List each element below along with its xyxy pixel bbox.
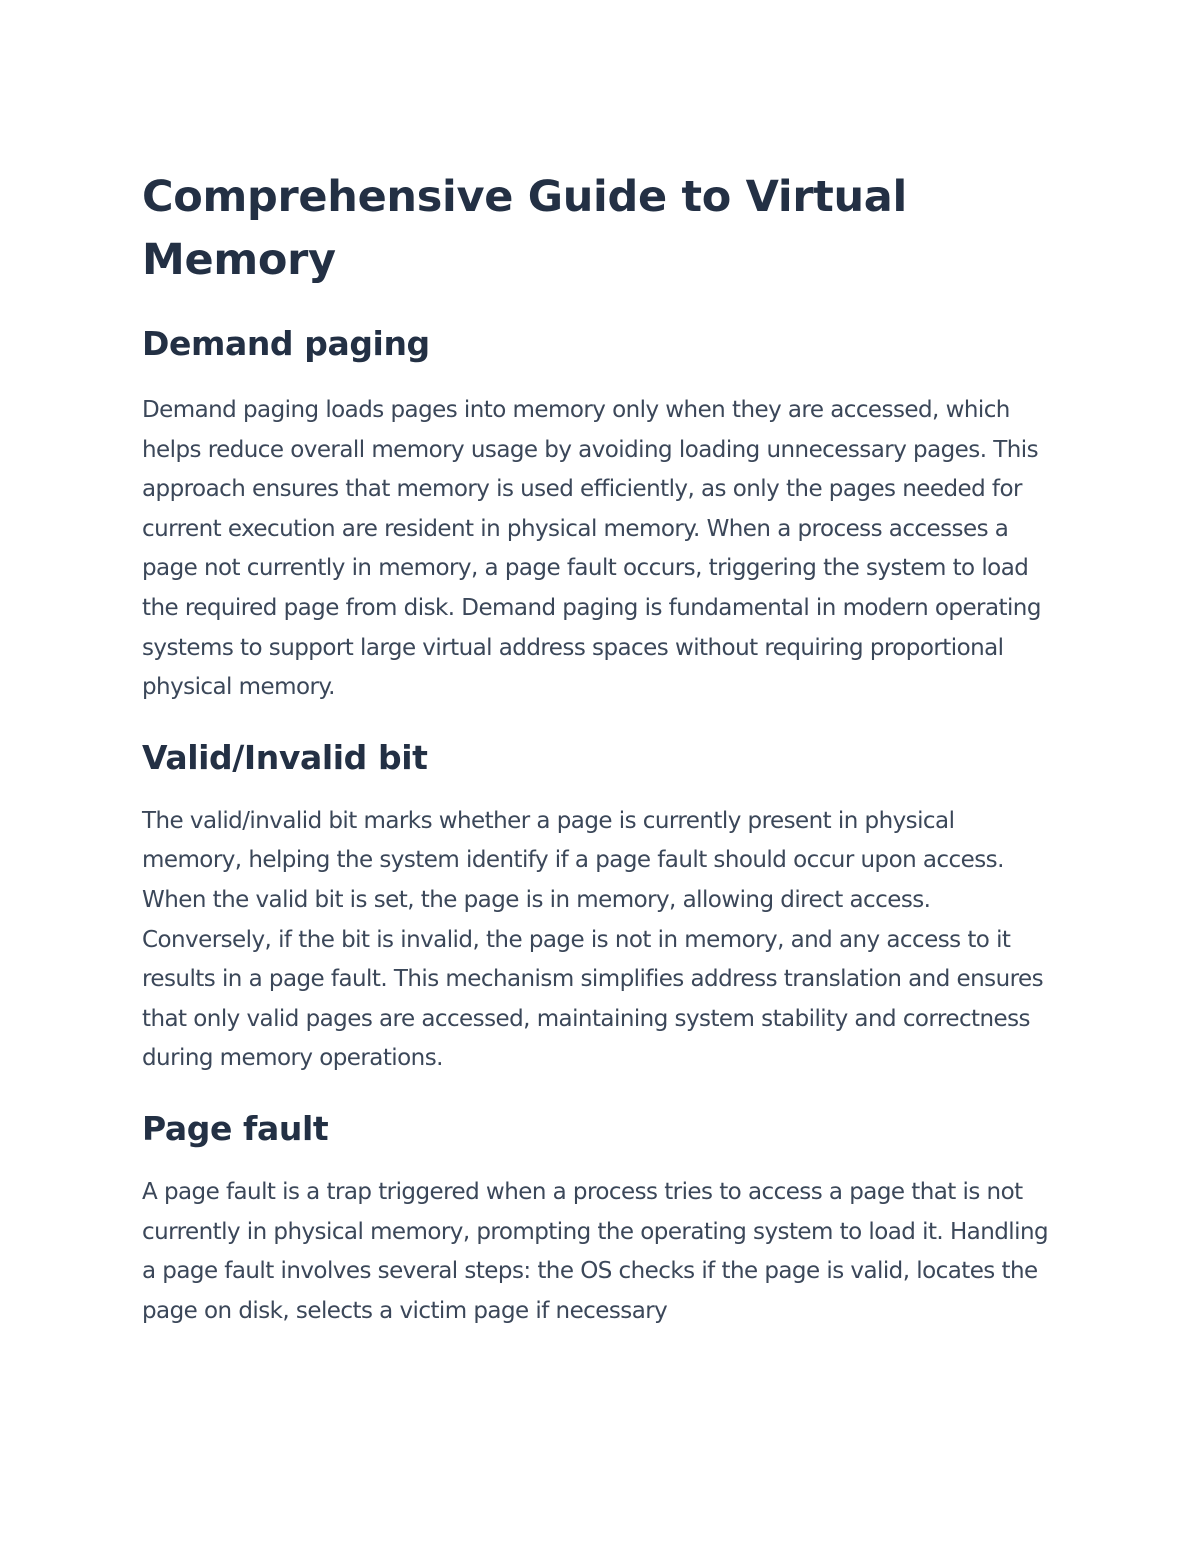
section-valid-invalid-bit — [142, 736, 1052, 1079]
section-demand-paging — [142, 322, 1052, 708]
section-heading-valid-invalid-bit: Valid/Invalid bit — [142, 737, 428, 777]
section-body-page-fault: A page fault is a trap triggered when a process tries to access a page that is not currently in physical memory, prompting the operating system to load it. Handling a page fault involves several steps: the OS checks if the page is valid, locates the page on disk, selects a victim page if necessary — [142, 1178, 1049, 1324]
section-heading-demand-paging: Demand paging — [142, 324, 430, 363]
section-page-fault — [142, 1107, 1052, 1331]
section-heading-page-fault: Page fault — [142, 1108, 329, 1148]
section-body-demand-paging: Demand paging loads pages into memory only when they are accessed, which helps reduce overall memory usage by avoiding loading unnecessary pages. This approach ensures that memory is used efficiently, as only the pages needed for current execution are resident in physical memory. When a process accesses a page not currently in memory, a page fault occurs, triggering the system to load the required page from disk. Demand paging is fundamental in modern operating systems to support large virtual address spaces without requiring proportional physical memory. — [142, 397, 1041, 701]
section-body-valid-invalid-bit: The valid/invalid bit marks whether a page is currently present in physical memory, helping the system identify if a page fault should occur upon access. When the valid bit is set, the page is in memory, allowing direct access. Conversely, if the bit is invalid, the page is not in memory, and any access to it results in a page fault. This mechanism simplifies address translation and ensures that only valid pages are accessed, maintaining system stability and correctness during memory operations. — [142, 807, 1044, 1072]
document-page — [142, 166, 1052, 1331]
document-title: Comprehensive Guide to Virtual Memory — [142, 172, 907, 285]
